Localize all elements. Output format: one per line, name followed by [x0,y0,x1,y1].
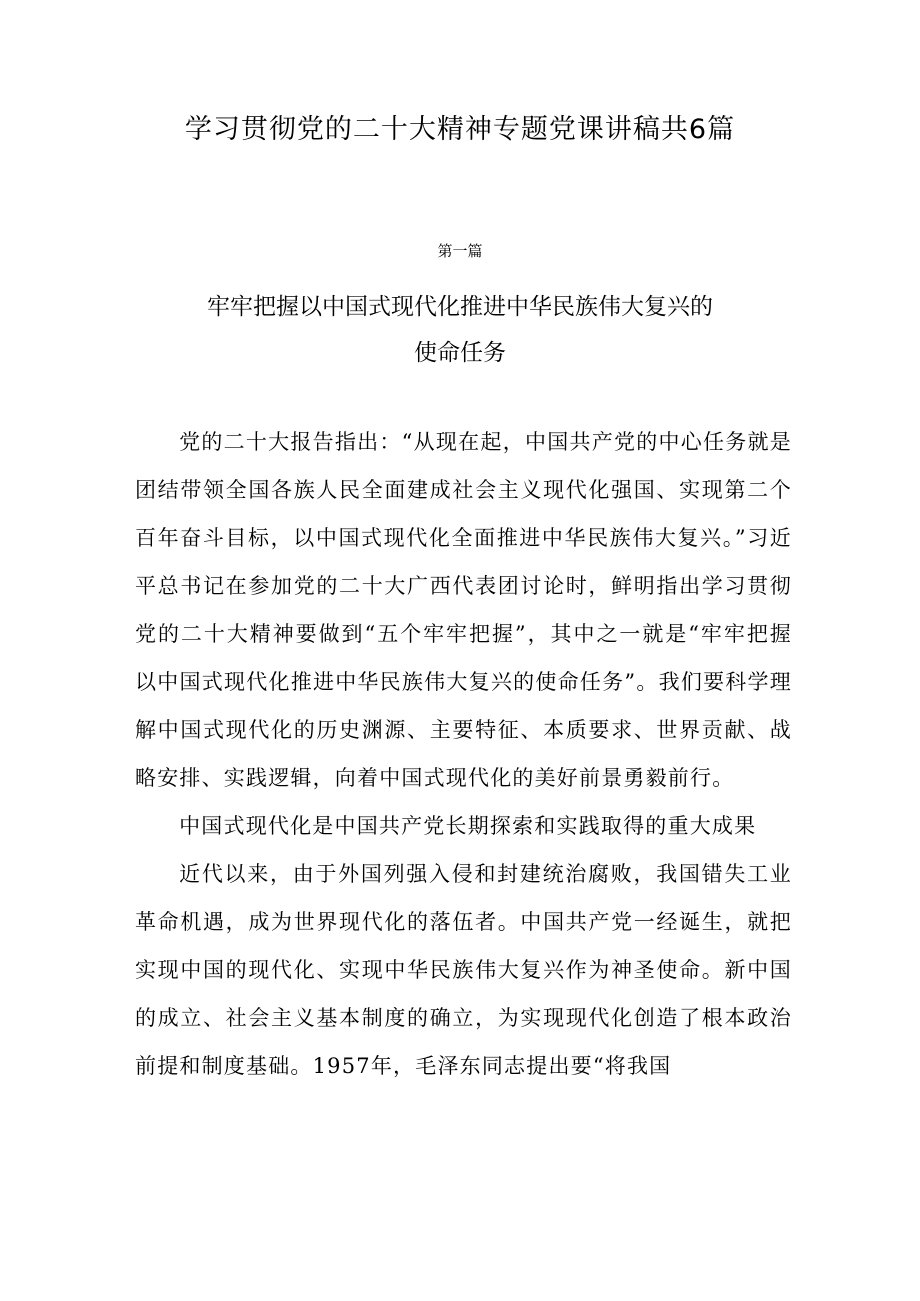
section-heading-line-1: 牢牢把握以中国式现代化推进中华民族伟大复兴的 [207,294,713,320]
section-heading [0,284,920,376]
paragraph-subheading: 中国式现代化是中国共产党长期探索和实践取得的重大成果 [179,814,757,838]
section-label: 第一篇 [437,242,483,260]
section-heading-line-2: 使命任务 [414,340,506,366]
document-title: 学习贯彻党的二十大精神专题党课讲稿共6篇 [184,114,736,145]
paragraph-history: 近代以来，由于外国列强入侵和封建统治腐败，我国错失工业革命机遇，成为世界现代化的落伍者。中国共产党一经诞生，就把实现中国的现代化、实现中华民族伟大复兴作为神圣使命。新中国的成立、社会主义基本制度的确立，为实现现代化创造了根本政治前提和制度基础。1957年，毛泽东同志提出要“将我国 [135,862,792,1078]
paragraph-intro: 党的二十大报告指出：“从现在起，中国共产党的中心任务就是团结带领全国各族人民全面建成社会主义现代化强国、实现第二个百年奋斗目标，以中国式现代化全面推进中华民族伟大复兴。”习近平总书记在参加党的二十大广西代表团讨论时，鲜明指出学习贯彻党的二十大精神要做到“五个牢牢把握”，其中之一就是“牢牢把握以中国式现代化推进中华民族伟大复兴的使命任务”。我们要科学理解中国式现代化的历史渊源、主要特征、本质要求、世界贡献、战略安排、实践逻辑，向着中国式现代化的美好前景勇毅前行。 [135,430,792,790]
body-text [135,418,792,1090]
